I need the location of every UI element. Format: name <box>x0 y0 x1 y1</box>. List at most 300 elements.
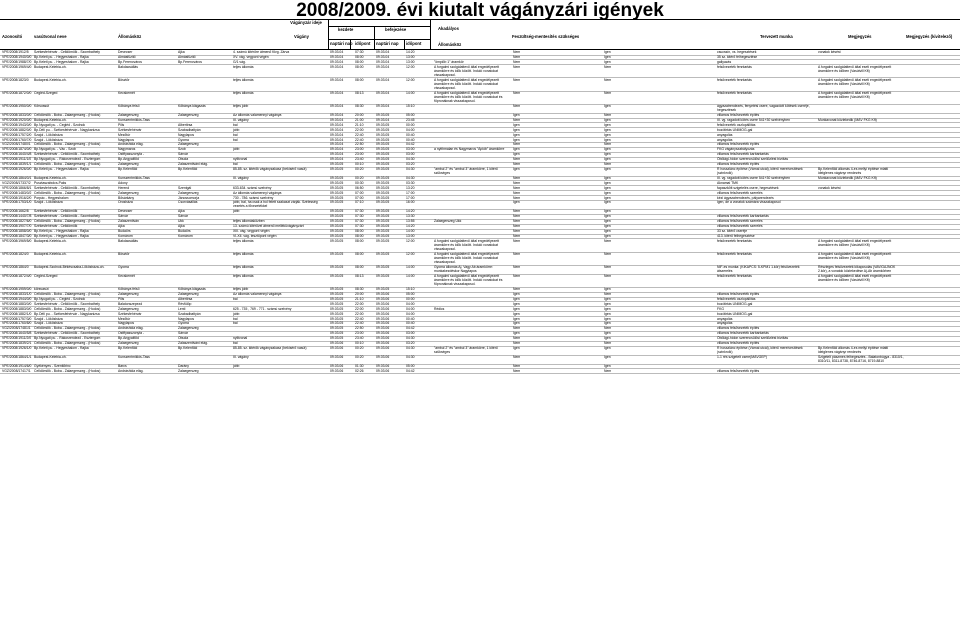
cell-kezdete-nap: 09.03.05 <box>330 229 344 233</box>
cell-biztber: Nem <box>604 64 612 69</box>
cell-feszultseg: Nem <box>513 59 521 64</box>
cell-vagany: jobb <box>233 363 240 368</box>
cell-feszultseg: Nem <box>513 209 521 214</box>
cell-kezdete-ido: 02:26 <box>355 368 364 373</box>
cell-kezdete-ido: 22:00 <box>355 311 364 316</box>
cell-azonosito: VPE/2008/1757/3/0 <box>2 316 32 321</box>
cell-feszultseg: Igen <box>513 311 520 316</box>
cell-kezdete-ido: 00:20 <box>355 175 364 180</box>
cell-vagany: bal <box>233 162 238 166</box>
cell-tervezett-munka: Aknamai TMK <box>717 180 739 185</box>
cell-azonosito: VPE/2008/1874/0/0 <box>2 147 32 152</box>
cell-kezdete-ido: 22:00 <box>355 306 364 311</box>
cell-vasutvonal: Székesfehérvár - Celldömölk - Szombathely <box>34 185 100 190</box>
cell-biztber: Nem <box>604 113 612 117</box>
cell-kezdete-nap: 09.03.05 <box>330 190 344 195</box>
cell-befejezes-nap: 09.03.05 <box>376 233 390 238</box>
cell-biztber: Igen <box>604 104 611 108</box>
cell-feszultseg: Nem <box>513 190 521 195</box>
cell-azonosito: VPE/2008/1926/1/0 <box>2 345 32 350</box>
cell-vagany: bal <box>233 321 238 326</box>
cell-vasutvonal: Bp.Keleti pu. - Hegyeshalom - Rajka <box>34 233 89 238</box>
row-rule <box>0 373 960 374</box>
cell-befejezes-nap: 09.03.06 <box>376 321 390 326</box>
cell-vasutvonal: Bp.Nyugati pu. - Cegléd - Szolnok <box>34 122 86 127</box>
cell-biztber: Igen <box>604 301 611 306</box>
cell-befejezes-ido: 04:00 <box>406 306 415 311</box>
cell-feszultseg: Igen <box>513 122 520 127</box>
cell-befejezes-nap: 09.03.05 <box>376 274 390 278</box>
cell-allomas-from: Kecskemét <box>118 90 135 95</box>
cell-akadalyos: A forgalmi szolgálattevő által engedélyezett áramkörre és idők között. Induló vonatokat visszakapcsol. <box>434 238 500 251</box>
cell-vasutvonal: Szajol - Lökösháza <box>34 137 63 142</box>
cell-vagany: teljes állomásközben <box>233 219 265 224</box>
cell-azonosito: VPE/2008/1872/4/0 <box>2 274 32 278</box>
cell-megjegyzes: A forgalmi szolgálattevő által eseti engedélyezett áramkörre és időben (Vasútvill Kft) <box>818 90 892 99</box>
header-megjegyzes-kivitelezo: Megjegyzés (kivitelező) <box>906 34 953 39</box>
cell-vagany: bal <box>233 122 238 127</box>
cell-vasutvonal: Porpác - Hegyeshalom <box>34 195 69 200</box>
header-idopont-2: időpont <box>406 41 422 46</box>
cell-kezdete-nap: 09.03.06 <box>330 345 344 350</box>
cell-azonosito: VPE/2008/1640/4/8 <box>2 152 32 157</box>
cell-tervezett-munka: villamos felsővezeték építés <box>717 368 760 373</box>
cell-allomas-from: Bakdacsállás <box>118 238 138 243</box>
cell-vasutvonal: Celldömölk - Boba - Zalaegerszeg - (Hodos) <box>34 219 101 224</box>
cell-kezdete-ido: 07:30 <box>355 214 364 219</box>
cell-feszultseg: Nem <box>513 64 521 69</box>
cell-azonosito: VPE/2008/1662/8 <box>2 209 29 214</box>
cell-allomas-from: Mezőtúr <box>118 316 131 321</box>
cell-allomas-from: Kőbánya felső <box>118 287 140 292</box>
cell-kezdete-ido: 22:40 <box>355 137 364 142</box>
cell-kezdete-nap: 09.03.05 <box>330 209 344 214</box>
cell-tervezett-munka: 35 sz. kitérő felhegesztése <box>717 54 758 59</box>
cell-feszultseg: Igen <box>513 321 520 326</box>
cell-vasutvonal: Székesfehérvár - Celldömölk <box>34 224 78 229</box>
cell-kezdete-nap: 09.03.05 <box>330 195 344 200</box>
cell-allomas-from: Bp.Kelenföld <box>118 166 138 171</box>
cell-azonosito: VPE/2008/1988/7/0 <box>2 59 32 64</box>
cell-befejezes-ido: 14:00 <box>406 90 415 95</box>
cell-tervezett-munka: villamos felsővezeték karbantartás <box>717 214 769 219</box>
cell-vasutvonal: Szajol - Lökösháza <box>34 316 63 321</box>
cell-vasutvonal: Székesfehérvár - Celldömölk - Szombathely <box>34 50 100 54</box>
cell-vagany: jobb, bal, ha csak a hol felett szakaszt zárják. Szélesség vezetés a fővezetékkel <box>233 200 318 209</box>
cell-kezdete-nap: 09.03.05 <box>330 316 344 321</box>
cell-tervezett-munka: R hosszlánc építése (Várnai utcái), kitérő mereívesítések (szinkrolk) <box>717 345 803 354</box>
cell-azonosito: VPE/2008/1944/0/0 <box>2 296 32 301</box>
cell-azonosito: VPE/2008/1866/8/1 <box>2 185 32 190</box>
cell-feszultseg: Nem <box>513 238 521 243</box>
cell-vagany: jobb <box>233 127 240 132</box>
cell-akadalyos: "ambul 2" és "ambul 3" áramkörre, 1 kitérő szükséges <box>434 166 498 175</box>
cell-allomas-from: Pilis <box>118 122 125 127</box>
cell-feszultseg: Nem <box>513 117 521 122</box>
cell-allomas-to: Zalaegerszeg <box>178 326 199 331</box>
cell-befejezes-ido: 04:00 <box>406 301 415 306</box>
cell-azonosito: VPE/2008/1753/1/0 <box>2 200 32 205</box>
cell-tervezett-munka: kézi ágyazatrendezés, pályarendezés <box>717 195 774 200</box>
cell-feszultseg: Igen <box>513 200 520 205</box>
cell-befejezes-nap: 09.03.04 <box>376 64 390 69</box>
cell-befejezes-nap: 09.03.06 <box>376 345 390 350</box>
cell-kezdete-nap: 09.03.05 <box>330 185 344 190</box>
cell-befejezes-ido: 00:40 <box>406 321 415 326</box>
cell-befejezes-ido: 04:42 <box>406 368 415 373</box>
cell-feszultseg: Nem <box>513 175 521 180</box>
cell-kezdete-nap: 09.03.04 <box>330 137 344 142</box>
cell-biztber: Igen <box>604 287 611 292</box>
cell-kezdete-nap: 09.03.04 <box>330 127 344 132</box>
cell-befejezes-nap: 09.03.06 <box>376 306 390 311</box>
cell-befejezes-nap: 09.03.05 <box>376 152 390 157</box>
cell-tervezett-munka: bozótirtás UNIMOG-gal <box>717 127 753 132</box>
cell-feszultseg: Nem <box>513 214 521 219</box>
cell-vagany: bal <box>233 316 238 321</box>
cell-allomas-to: Óbuda <box>178 157 189 162</box>
cell-feszultseg: Nem <box>513 142 521 147</box>
cell-befejezes-ido: 15:10 <box>406 287 415 292</box>
cell-kezdete-nap: 09.03.06 <box>330 368 344 373</box>
cell-kezdete-ido: 00:20 <box>355 345 364 350</box>
cell-befejezes-nap: 09.03.05 <box>376 122 390 127</box>
cell-vasutvonal: Budapest-Kelebia-oh. <box>34 175 67 180</box>
cell-biztber: Igen <box>604 233 611 238</box>
cell-kezdete-ido: 00:20 <box>355 354 364 359</box>
cell-biztber: Igen <box>604 296 611 301</box>
cell-befejezes-ido: 14:00 <box>406 229 415 233</box>
cell-vagany: jobb <box>233 209 240 214</box>
header-vaganyzar-ideje: Vágányzár ideje <box>290 20 322 25</box>
cell-feszultseg: Nem <box>513 354 521 359</box>
cell-biztber: Igen <box>604 336 611 341</box>
cell-kezdete-nap: 09.03.05 <box>330 166 344 171</box>
cell-kezdete-ido: 06:50 <box>355 185 364 190</box>
cell-allomas-from: Orosháza <box>118 200 133 205</box>
cell-kezdete-ido: 22:40 <box>355 132 364 137</box>
cell-feszultseg: Igen <box>513 345 520 350</box>
cell-vagany: 625 - 735 , 769 - 771 . számú szelvény <box>233 306 292 311</box>
cell-allomas-from: Devecser <box>118 50 133 54</box>
cell-azonosito: VPE/2008/1926/0/0 <box>2 166 32 171</box>
cell-allomas-from: Andráshida elág. <box>118 326 144 331</box>
cell-kezdete-nap: 09.03.04 <box>330 113 344 117</box>
cell-allomas-from: Bösztör <box>118 77 130 82</box>
cell-kezdete-ido: 07:00 <box>355 195 364 200</box>
cell-befejezes-nap: 09.03.05 <box>376 180 390 185</box>
cell-biztber: Igen <box>604 219 611 224</box>
cell-allomas-from: Bp.Angyalföld <box>118 157 139 162</box>
header-befejezese: befejezése <box>385 27 407 32</box>
cell-allomas-to: Révfülöp <box>178 301 192 306</box>
cell-feszultseg: Igen <box>513 132 520 137</box>
cell-kezdete-nap: 09.03.04 <box>330 142 344 147</box>
cell-kezdete-nap: 09.03.05 <box>330 336 344 341</box>
cell-vasutvonal: Bp.Keleti pu. - Hegyeshalom - Rajka <box>34 54 89 59</box>
cell-kezdete-nap: 09.03.05 <box>330 292 344 296</box>
cell-kezdete-ido: 22:00 <box>355 301 364 306</box>
cell-azonosito: VPE/2008/1907/7/0 <box>2 224 32 229</box>
cell-vasutvonal: Budapest-Kelebia-oh. <box>34 117 67 122</box>
cell-allomas-to: Darány <box>178 363 189 368</box>
cell-feszultseg: Nem <box>513 363 521 368</box>
cell-biztber: Igen <box>604 147 611 152</box>
cell-vasutvonal: Bp.Nyugati pu. - Vác - Szob <box>34 147 76 152</box>
header-vasutvonal: vasútvonal neve <box>34 34 67 39</box>
cell-befejezes-nap: 09.03.04 <box>376 77 390 82</box>
cell-vasutvonal: Székesfehérvár - Celldömölk <box>34 209 78 214</box>
cell-megjegyzes: Munkavonat közlekedik (MÁV FKG Kft) <box>818 175 877 180</box>
cell-allomas-from: Sárvár <box>118 214 128 219</box>
cell-biztber: Igen <box>604 311 611 316</box>
cell-akadalyos: "ömpiöb 1" áramkör <box>434 59 464 64</box>
cell-befejezes-nap: 09.03.05 <box>376 195 390 200</box>
cell-vasutvonal: Székesfehérvár - Celldömölk - Szombathely <box>34 331 100 336</box>
cell-allomas-from: Ostffyasszonyfa - <box>118 152 145 157</box>
cell-befejezes-ido: 03:00 <box>406 331 415 336</box>
cell-azonosito: VPE/2008/1827/6/0 <box>2 219 32 224</box>
cell-kezdete-nap: 09.03.05 <box>330 200 344 205</box>
cell-tervezett-munka: felsővezeték oszlopállítás <box>717 122 756 127</box>
cell-vagany: XV. vág. vegpont végén <box>233 54 269 59</box>
cell-azonosito: VPE/2008/1940/0/0 <box>2 54 32 59</box>
cell-befejezes-nap: 09.03.06 <box>376 341 390 345</box>
cell-allomas-from: Adony <box>118 180 128 185</box>
cell-kezdete-ido: 08:30 <box>355 287 364 292</box>
cell-biztber: Igen <box>604 117 611 122</box>
cell-befejezes-nap: 09.03.05 <box>376 157 390 162</box>
cell-kezdete-ido: 07:30 <box>355 224 364 229</box>
cell-allomas-to: Ajka <box>178 50 185 54</box>
cell-befejezes-nap: 09.03.05 <box>376 219 390 224</box>
cell-kezdete-nap: 09.03.05 <box>330 214 344 219</box>
cell-allomas-from: Balatonszepezd <box>118 301 143 306</box>
header-akadalyos-allomaskoz: Állomásköz <box>438 42 462 47</box>
cell-feszultseg: Nem <box>513 336 521 341</box>
cell-biztber: Igen <box>604 195 611 200</box>
cell-allomas-to: Gyoma <box>178 321 189 326</box>
cell-kezdete-ido: 23:00 <box>355 331 364 336</box>
cell-biztber: Igen <box>604 185 611 190</box>
cell-megjegyzes: Szigetelt pászmes felhegesztés - Balatonbúgya - 8310/1, 8310/11, 8311-8738, 8746-8716, 8719-8810 <box>818 354 904 363</box>
table-row <box>0 200 960 209</box>
header-sub-rule-2 <box>328 39 430 40</box>
cell-vasutvonal: Celldömölk - Boba - Zalaegerszeg - (Hodos) <box>34 292 101 296</box>
cell-feszultseg: Nem <box>513 233 521 238</box>
cell-kezdete-nap: 09.03.05 <box>330 219 344 224</box>
cell-vasutvonal: Budapest-Kelebia-oh. <box>34 251 67 256</box>
cell-tervezett-munka: III. vg. ragadott kötés csere 541+30 szelvényben <box>717 175 791 180</box>
cell-allomas-from: Kőbánya felső <box>118 104 140 108</box>
cell-befejezes-ido: 13:30 <box>406 214 415 219</box>
cell-befejezes-ido: 12:00 <box>406 64 415 69</box>
cell-befejezes-ido: 14:20 <box>406 209 415 214</box>
cell-megjegyzes: A forgalmi szolgálattevő által eseti engedélyezett áramkörre és időben (Vasútvill Kft) <box>818 238 892 247</box>
cell-biztber: Nem <box>604 265 612 269</box>
cell-vasutvonal: Bp.Keleti pu. - Hegyeshalom - Rajka <box>34 59 89 64</box>
cell-tervezett-munka: anyagolás <box>717 321 733 326</box>
cell-akadalyos: Zalaegerszeg Ukk <box>434 219 462 224</box>
cell-megjegyzes: vonatok késést <box>818 50 841 54</box>
cell-allomas-to: Nagylapos <box>178 132 195 137</box>
cell-vagany: teljes állomás <box>233 90 254 95</box>
cell-biztber: Igen <box>604 180 611 185</box>
cell-azonosito: VPE/2008/1872/0/0 <box>2 90 32 95</box>
cell-befejezes-ido: 00:00 <box>406 296 415 301</box>
cell-allomas-to: Csorvásállás <box>178 200 198 205</box>
cell-befejezes-nap: 09.03.05 <box>376 142 390 147</box>
cell-vagany: G/1 vág. <box>233 59 246 64</box>
cell-feszultseg: Igen <box>513 127 520 132</box>
cell-feszultseg: Nem <box>513 224 521 229</box>
cell-befejezes-ido: 03:00 <box>406 152 415 157</box>
cell-befejezes-ido: 04:30 <box>406 345 415 350</box>
cell-befejezes-nap: 09.03.06 <box>376 363 390 368</box>
cell-befejezes-ido: 13:00 <box>406 59 415 64</box>
cell-tervezett-munka: felsővezeték fenntartás <box>717 274 752 278</box>
cell-azonosito: VPE/2008/1858/0/0 <box>2 229 32 233</box>
cell-azonosito: VPE/2008/1882/0/0 <box>2 127 32 132</box>
cell-tervezett-munka: anyagolás <box>717 132 733 137</box>
cell-feszultseg: Nem <box>513 195 521 200</box>
cell-befejezes-ido: 04:30 <box>406 336 415 341</box>
cell-kezdete-ido: 08:13 <box>355 90 364 95</box>
cell-feszultseg: Igen <box>513 301 520 306</box>
cell-vasutvonal: Cegléd-Szeged <box>34 90 58 95</box>
cell-azonosito: VPE/2008/1920/0/0 <box>2 117 32 122</box>
cell-befejezes-nap: 09.03.06 <box>376 331 390 336</box>
header-idopont-1: időpont <box>355 41 371 46</box>
cell-feszultseg: Igen <box>513 316 520 321</box>
cell-allomas-from: Zalaegerszeg <box>118 190 139 195</box>
cell-megjegyzes: Bp.Kelenföld állomás 4-es mellyi építése miatti ideiglenes vágányr rendezés <box>818 166 889 175</box>
header-divider <box>404 39 405 49</box>
cell-feszultseg: Nem <box>513 90 521 95</box>
cell-feszultseg: Igen <box>513 152 520 157</box>
cell-megjegyzes: Részleges felsővezeték kikapcsolás (VAVIGAJNOK 2.kör), a vonatok közlekedése Aj-Ab áramkörben <box>818 265 896 274</box>
cell-vasutvonal: kőrsvasút <box>34 287 49 292</box>
cell-vasutvonal: Budapest-Szolnok-Békéscsaba-Lőkösháza-oh. <box>34 265 105 269</box>
cell-biztber: Igen <box>604 59 611 64</box>
cell-azonosito: VPE/2008/1914/6/0 <box>2 363 32 368</box>
cell-befejezes-ido: 12:00 <box>406 238 415 243</box>
cell-vagany: 633-634. számú szelvény <box>233 185 272 190</box>
cell-azonosito: VPE/2008/1911/2/0 <box>2 336 32 341</box>
cell-azonosito: VPE/2008/1757/2/0 <box>2 132 32 137</box>
cell-biztber: Igen <box>604 132 611 137</box>
cell-azonosito: VPE/2008/1943/0/0 <box>2 122 32 127</box>
cell-kezdete-ido: 08:00 <box>355 251 364 256</box>
table-row <box>0 104 960 113</box>
cell-allomas-from: Bp.Angyalföld <box>118 336 139 341</box>
cell-befejezes-nap: 09.03.05 <box>376 229 390 233</box>
cell-allomas-to: Bp.Kelenföld <box>178 166 198 171</box>
cell-tervezett-munka: felsővezeték fenntartás <box>717 238 752 243</box>
cell-megjegyzes: A forgalmi szolgálattevő által eseti engedélyezett áramkörre és időben (Vasútvill Kft) <box>818 77 892 86</box>
cell-azonosito: VPE/2008/1883/0/0 <box>2 306 32 311</box>
cell-vasutvonal: Szajol - Lökösháza <box>34 200 63 205</box>
cell-befejezes-nap: 09.03.06 <box>376 296 390 301</box>
cell-biztber: Nem <box>604 77 612 82</box>
cell-feszultseg: Nem <box>513 341 521 345</box>
cell-allomas-from: Zalaegerszeg <box>118 341 139 345</box>
cell-allomas-from: Bakdacsállás <box>118 64 138 69</box>
cell-tervezett-munka: R hosszlánc építése (Várnai utcái), kitérő mereívesítések (szinkrolk) <box>717 166 803 175</box>
header-azonosito: Azonosító <box>2 34 23 39</box>
cell-allomas-from: Almásfüzitő <box>118 54 136 59</box>
cell-vasutvonal: Bp.Nyugati pu. - Rákosrendező - Esztergom <box>34 336 101 341</box>
cell-kezdete-ido: 21:00 <box>355 117 364 122</box>
cell-befejezes-ido: 03:00 <box>406 147 415 152</box>
cell-allomas-from: Herend <box>118 185 130 190</box>
cell-kezdete-ido: 07:30 <box>355 209 364 214</box>
cell-befejezes-ido: 13:00 <box>406 54 415 59</box>
cell-allomas-to: Albertirsa <box>178 122 193 127</box>
cell-befejezes-ido: 04:30 <box>406 354 415 359</box>
cell-allomas-to: Sárvár <box>178 214 188 219</box>
cell-vagany: 4. számú kitérőre átmenő fővg. Zárva <box>233 50 290 54</box>
cell-vagany: XIII. vág. vegpont végén <box>233 229 270 233</box>
cell-kezdete-ido: 20:00 <box>355 292 364 296</box>
cell-vasutvonal: Bp.Nyugati pu. - Rákosrendező - Esztergom <box>34 157 101 162</box>
cell-vagany: bal <box>233 137 238 142</box>
cell-feszultseg: Nem <box>513 185 521 190</box>
cell-azonosito: VPE/2008/1969/4/0 <box>2 64 32 69</box>
cell-tervezett-munka: villamos felsővezeték szerelés <box>717 190 763 195</box>
cell-tervezett-munka: villamos felsővezeték építés <box>717 142 760 147</box>
cell-kezdete-ido: 21:10 <box>355 296 364 301</box>
cell-azonosito: VPE/2008/1950/0/0 <box>2 104 32 108</box>
cell-vasutvonal: Celldömölk - Boba - Zalaegerszeg - (Hodos) <box>34 113 101 117</box>
cell-kezdete-nap: 09.03.05 <box>330 162 344 166</box>
cell-kezdete-ido: 22:00 <box>355 127 364 132</box>
cell-tervezett-munka: 413. kitérő felhegesztése <box>717 233 755 238</box>
cell-befejezes-ido: 04:42 <box>406 142 415 147</box>
header-allomaskoz: Állomásköz <box>118 34 142 39</box>
cell-biztber: Igen <box>604 229 611 233</box>
cell-azonosito: VPE/2008/1911/1/0 <box>2 157 32 162</box>
cell-megjegyzes: A forgalmi szolgálattevő által eseti engedélyezett áramkörre és időben (Vasútvill Kft) <box>818 64 892 73</box>
cell-feszultseg: Igen <box>513 113 520 117</box>
cell-azonosito: VPE/2008/1959/0/0 <box>2 287 32 292</box>
cell-allomas-from: Bősárkány <box>118 195 135 200</box>
cell-befejezes-nap: 09.03.05 <box>376 137 390 142</box>
cell-vagany: teljes állomás <box>233 265 254 269</box>
cell-kezdete-ido: 22:40 <box>355 316 364 321</box>
cell-kezdete-ido: 23:00 <box>355 147 364 152</box>
cell-vasutvonal: Budapest-Kelebia-oh. <box>34 238 67 243</box>
cell-vagany: nyiltvonal <box>233 157 248 162</box>
cell-allomas-from: Bösztör <box>118 251 130 256</box>
cell-azonosito: VPE/2008/1833/1/0 <box>2 292 32 296</box>
cell-befejezes-nap: 09.03.04 <box>376 50 390 54</box>
cell-azonosito: VPE/2008/1760/7/0 <box>2 137 32 142</box>
cell-vagany: 13. számú kitérővel átmenő melléküvágányzárt <box>233 224 304 229</box>
cell-kezdete-nap: 09.03.05 <box>330 321 344 326</box>
cell-vagany: 85-85. sz. kitérők vágányzakasz (bekísérő vasút) <box>233 345 307 350</box>
cell-feszultseg: Nem <box>513 180 521 185</box>
cell-kezdete-nap: 09.03.04 <box>330 64 344 69</box>
cell-befejezes-ido: 00:40 <box>406 137 415 142</box>
cell-tervezett-munka: villamos felsővezeték karbantartás <box>717 331 769 336</box>
cell-feszultseg: Nem <box>513 274 521 278</box>
cell-feszultseg: Igen <box>513 166 520 171</box>
cell-feszultseg: Nem <box>513 50 521 54</box>
cell-befejezes-nap: 09.03.06 <box>376 311 390 316</box>
cell-allomas-from: Gyoma <box>118 265 129 269</box>
cell-megjegyzes: Munkavonat közlekedik (MÁV FKG Kft) <box>818 117 877 122</box>
